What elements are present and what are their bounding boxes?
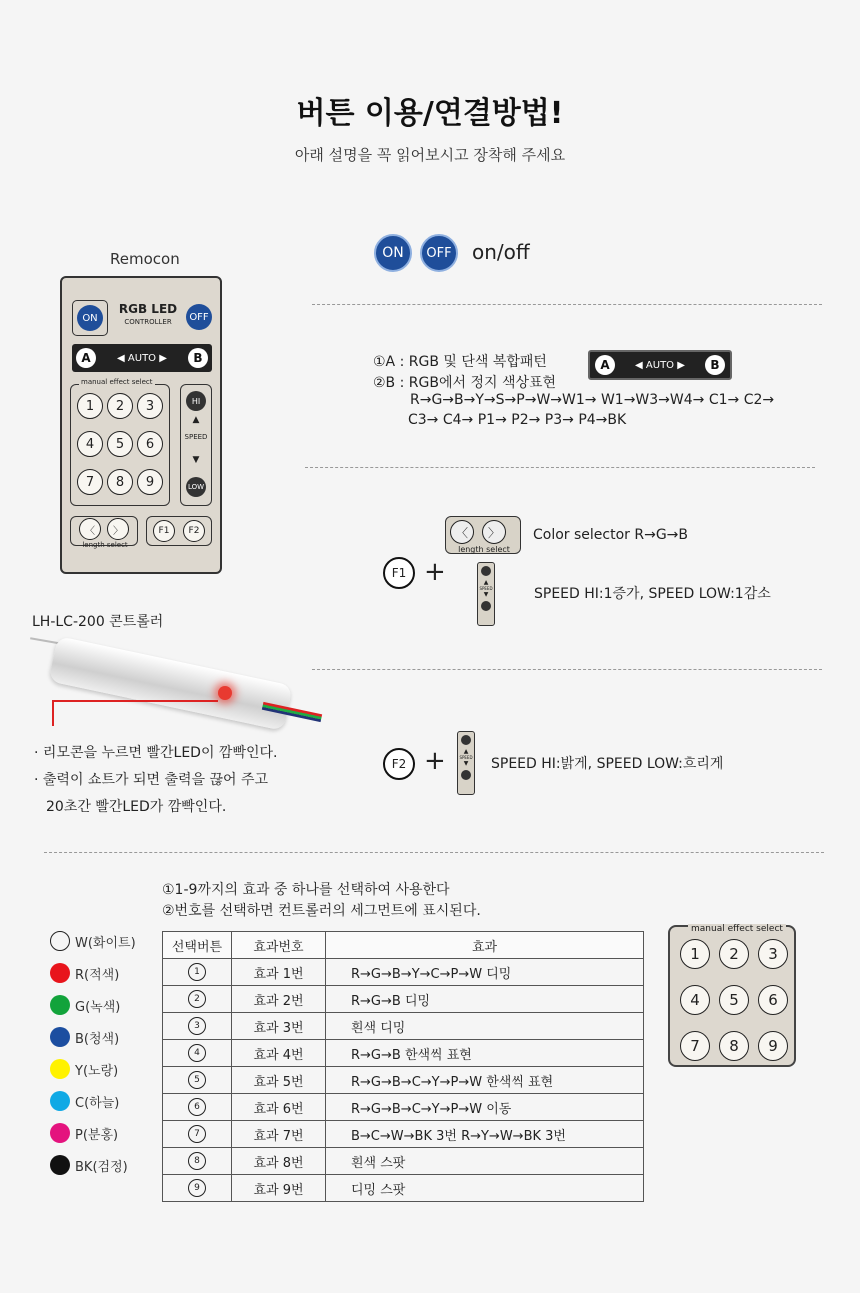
row-effect-desc: 디밍 스팟 (326, 1175, 644, 1202)
legend-color-g (50, 995, 70, 1015)
pointer-line-v (52, 700, 54, 726)
pad-label: manual effect select (688, 924, 786, 934)
page-title: 버튼 이용/연결방법! (296, 96, 564, 131)
ab-bar (588, 350, 732, 380)
remote-a-button[interactable]: A (76, 348, 96, 368)
remote-num-5[interactable]: 5 (107, 431, 133, 457)
row-effect-no: 효과 2번 (232, 986, 326, 1013)
remote-num-7[interactable]: 7 (77, 469, 103, 495)
f1-prev-icon: 〈 (450, 520, 474, 544)
remote-b-button[interactable]: B (188, 348, 208, 368)
legend-b: B(청색) (50, 1027, 119, 1047)
header-effect: 효과 (326, 932, 644, 959)
table-row (163, 1040, 644, 1067)
table-row (163, 1175, 644, 1202)
remote-brand-1: RGB LED (118, 302, 178, 316)
pad-num-1[interactable]: 1 (680, 939, 710, 969)
legend-color-c (50, 1091, 70, 1111)
table-header-row (163, 932, 644, 959)
controller-note-3: 20초간 빨간LED가 깜빡인다. (46, 799, 227, 815)
row-button: 3 (188, 1017, 206, 1035)
divider-4 (44, 852, 824, 853)
divider-1 (312, 304, 822, 305)
pad-num-3[interactable]: 3 (758, 939, 788, 969)
remote-f2-button[interactable]: F2 (183, 520, 205, 542)
row-effect-no: 효과 3번 (232, 1013, 326, 1040)
f1-length-select (445, 516, 521, 554)
row-effect-no: 효과 8번 (232, 1148, 326, 1175)
row-button: 4 (188, 1044, 206, 1062)
remote-num-8[interactable]: 8 (107, 469, 133, 495)
row-button: 5 (188, 1071, 206, 1089)
table-row (163, 1067, 644, 1094)
remote-num-3[interactable]: 3 (137, 393, 163, 419)
table-row (163, 959, 644, 986)
pad-num-6[interactable]: 6 (758, 985, 788, 1015)
manual-effect-label: manual effect select (81, 378, 153, 386)
on-button[interactable]: ON (374, 234, 412, 272)
pad-num-2[interactable]: 2 (719, 939, 749, 969)
legend-bk: BK(검정) (50, 1155, 128, 1175)
remote-num-9[interactable]: 9 (137, 469, 163, 495)
remote-num-6[interactable]: 6 (137, 431, 163, 457)
ab-sequence-2: C3→ C4→ P1→ P2→ P3→ P4→BK (408, 412, 627, 428)
f2-icon: F2 (383, 748, 415, 780)
controller-label: LH-LC-200 콘트롤러 (32, 614, 164, 630)
f1-speed-icon: ▲ SPEED ▼ (477, 562, 495, 626)
ab-line-a: ①A : RGB 및 단색 복합패턴 (373, 354, 547, 370)
row-effect-no: 효과 7번 (232, 1121, 326, 1148)
remote-num-2[interactable]: 2 (107, 393, 133, 419)
remote-label: Remocon (110, 250, 180, 268)
row-effect-desc: 흰색 디밍 (326, 1013, 644, 1040)
red-led-icon (218, 686, 232, 700)
row-button: 2 (188, 990, 206, 1008)
legend-color-y (50, 1059, 70, 1079)
legend-color-b (50, 1027, 70, 1047)
header-effect-number: 효과번호 (232, 932, 326, 959)
legend-p: P(분홍) (50, 1123, 118, 1143)
ab-b-button[interactable]: B (705, 355, 725, 375)
f2-speed-text: SPEED HI:밝게, SPEED LOW:흐리게 (491, 756, 724, 772)
on-button-frame (72, 300, 108, 336)
remote-auto-label: ◀ AUTO ▶ (117, 352, 167, 364)
pointer-line-h (52, 700, 218, 702)
ab-sequence-1: R→G→B→Y→S→P→W→W1→ W1→W3→W4→ C1→ C2→ (410, 392, 775, 408)
effects-intro-2: ②번호를 선택하면 컨트롤러의 세그먼트에 표시된다. (162, 903, 481, 919)
row-effect-no: 효과 5번 (232, 1067, 326, 1094)
manual-effect-pad (668, 925, 796, 1067)
header-select-button: 선택버튼 (163, 932, 232, 959)
controller-note-1: · 리모콘을 누르면 빨간LED이 깜빡인다. (34, 745, 278, 761)
row-effect-no: 효과 9번 (232, 1175, 326, 1202)
divider-2 (305, 467, 815, 468)
down-arrow-icon: ▼ (192, 455, 200, 465)
row-effect-desc: B→C→W→BK 3번 R→Y→W→BK 3번 (326, 1121, 644, 1148)
f1-speed-text: SPEED HI:1증가, SPEED LOW:1감소 (534, 586, 771, 602)
row-effect-desc: R→G→B 디밍 (326, 986, 644, 1013)
row-button: 6 (188, 1098, 206, 1116)
legend-r: R(적색) (50, 963, 119, 983)
up-arrow-icon: ▲ (192, 415, 200, 425)
row-effect-no: 효과 1번 (232, 959, 326, 986)
row-button: 7 (188, 1125, 206, 1143)
remote-length-group (70, 516, 138, 549)
row-button: 9 (188, 1179, 206, 1197)
off-button[interactable]: OFF (420, 234, 458, 272)
remote-next-button[interactable]: 〉 (107, 518, 129, 540)
length-select-label: length select (82, 541, 128, 549)
f1-color-selector: Color selector R→G→B (533, 527, 689, 543)
pad-num-4[interactable]: 4 (680, 985, 710, 1015)
remote-hi-button[interactable]: HI (186, 391, 206, 411)
f1-next-icon: 〉 (482, 520, 506, 544)
row-button: 1 (188, 963, 206, 981)
remote-f-group (146, 516, 212, 546)
legend-color-p (50, 1123, 70, 1143)
table-row (163, 1148, 644, 1175)
table-row (163, 1121, 644, 1148)
ab-auto-label: ◀ AUTO ▶ (635, 359, 685, 371)
remote-brand-2: CONTROLLER (124, 318, 172, 326)
remote-speed-group (180, 384, 212, 506)
remote-low-button[interactable]: LOW (186, 477, 206, 497)
row-effect-desc: R→G→B 한색씩 표현 (326, 1040, 644, 1067)
effects-table (162, 931, 644, 1202)
page-subtitle: 아래 설명을 꼭 읽어보시고 장착해 주세요 (294, 146, 566, 164)
row-effect-desc: R→G→B→C→Y→P→W 이동 (326, 1094, 644, 1121)
legend-color-bk (50, 1155, 70, 1175)
table-row (163, 986, 644, 1013)
row-effect-desc: R→G→B→C→Y→P→W 한색씩 표현 (326, 1067, 644, 1094)
pad-num-9[interactable]: 9 (758, 1031, 788, 1061)
pad-num-5[interactable]: 5 (719, 985, 749, 1015)
f1-icon: F1 (383, 557, 415, 589)
remote-ab-bar (72, 344, 212, 372)
legend-color-r (50, 963, 70, 983)
remote-on-button[interactable]: ON (77, 305, 103, 331)
onoff-label: on/off (472, 240, 530, 264)
table-row (163, 1094, 644, 1121)
row-effect-desc: R→G→B→Y→C→P→W 디밍 (326, 959, 644, 986)
remote-prev-button[interactable]: 〈 (79, 518, 101, 540)
ab-line-b: ②B : RGB에서 정지 색상표현 (373, 375, 557, 391)
ab-a-button[interactable]: A (595, 355, 615, 375)
f1-plus: + (424, 557, 446, 587)
row-effect-no: 효과 4번 (232, 1040, 326, 1067)
divider-3 (312, 669, 822, 670)
remote-speed-label: SPEED (184, 433, 208, 441)
row-button: 8 (188, 1152, 206, 1170)
row-effect-desc: 흰색 스팟 (326, 1148, 644, 1175)
pad-num-8[interactable]: 8 (719, 1031, 749, 1061)
remote-num-4[interactable]: 4 (77, 431, 103, 457)
legend-c: C(하늘) (50, 1091, 119, 1111)
f2-plus: + (424, 746, 446, 776)
remote-f1-button[interactable]: F1 (153, 520, 175, 542)
effects-intro-1: ①1-9까지의 효과 중 하나를 선택하여 사용한다 (162, 882, 450, 898)
legend-color-w (50, 931, 70, 951)
remote-manual-group (70, 378, 170, 506)
remote-control (60, 276, 222, 574)
remote-num-1[interactable]: 1 (77, 393, 103, 419)
f1-length-label: length select (458, 545, 510, 554)
row-effect-no: 효과 6번 (232, 1094, 326, 1121)
remote-off-button[interactable]: OFF (186, 304, 212, 330)
controller-note-2: · 출력이 쇼트가 되면 출력을 끊어 주고 (34, 772, 269, 788)
legend-w: W(화이트) (50, 931, 136, 951)
pad-num-7[interactable]: 7 (680, 1031, 710, 1061)
table-row (163, 1013, 644, 1040)
legend-g: G(녹색) (50, 995, 120, 1015)
legend-y: Y(노랑) (50, 1059, 118, 1079)
controller-device (48, 636, 292, 731)
f2-speed-icon: ▲ SPEED ▼ (457, 731, 475, 795)
